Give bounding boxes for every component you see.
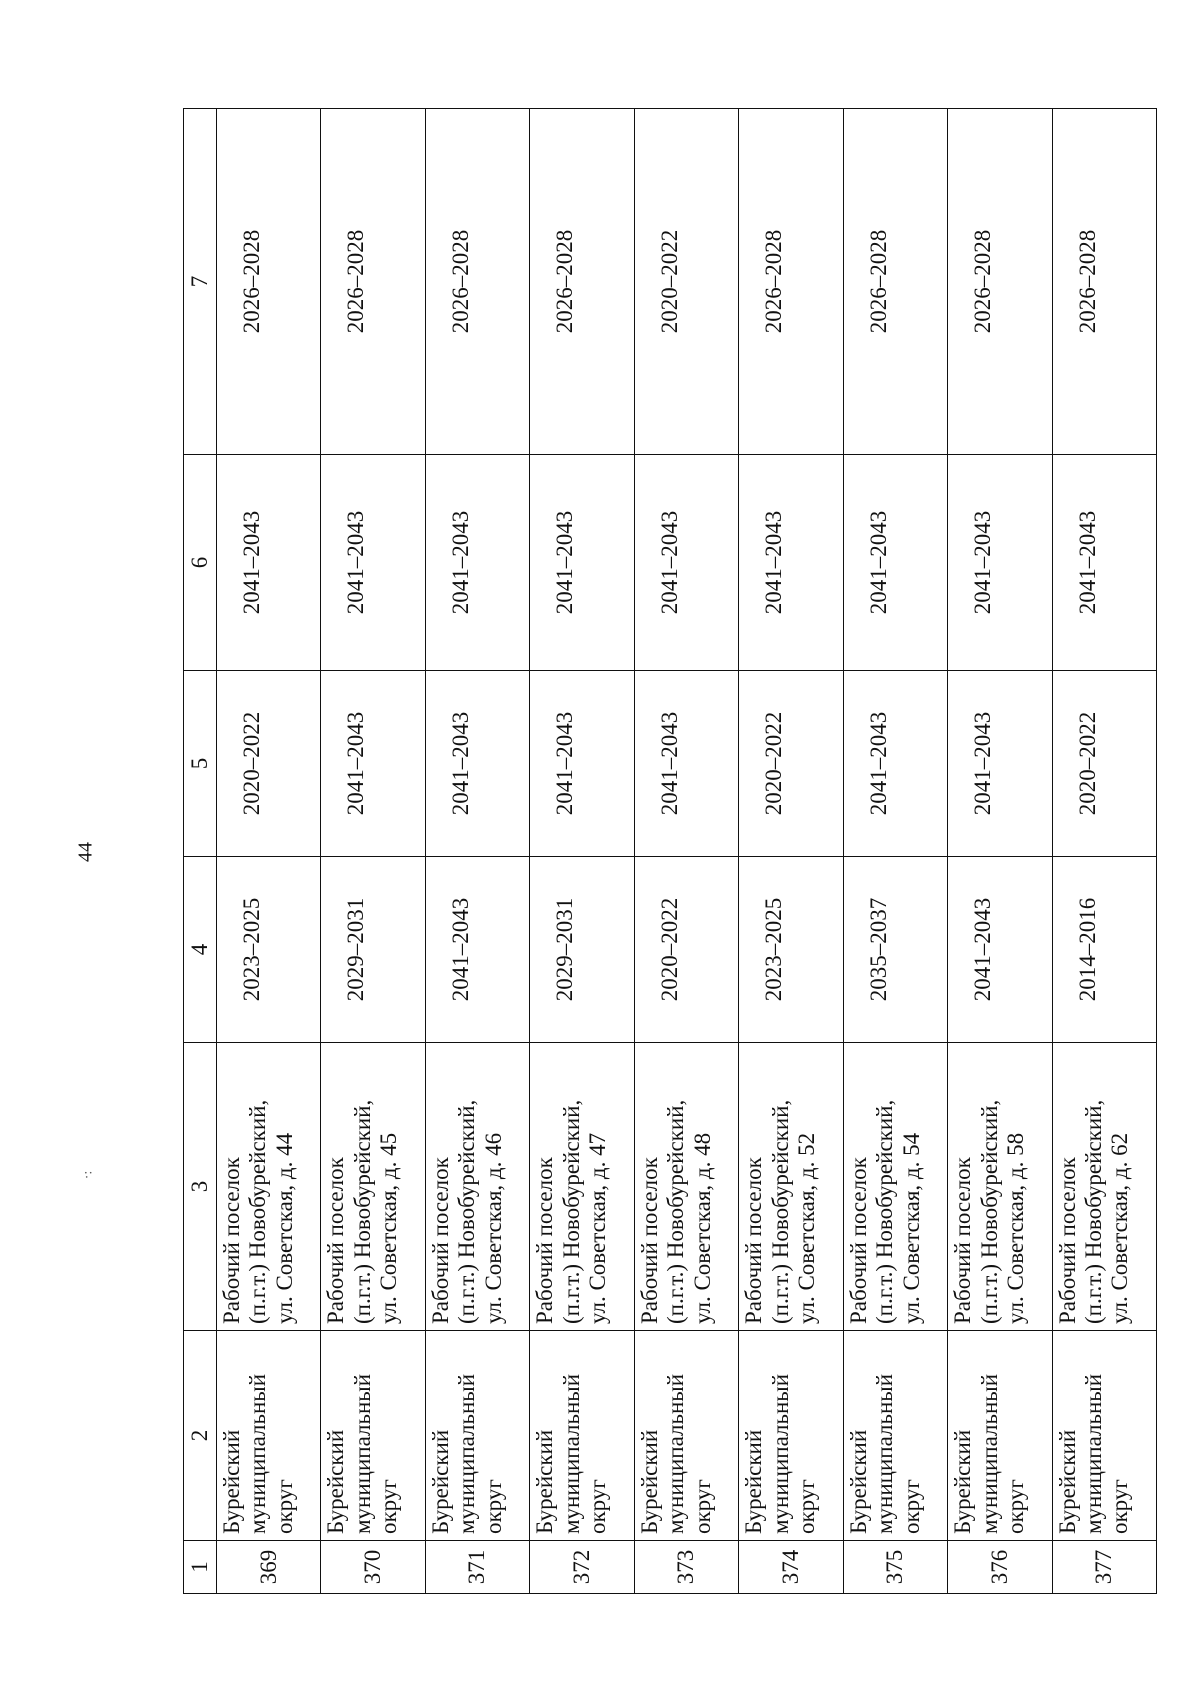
row-number: 370 bbox=[321, 1541, 425, 1594]
address-cell-line: Рабочий поселок bbox=[950, 1157, 976, 1324]
district-cell-line: муниципальный bbox=[454, 1373, 480, 1534]
period-col-6: 2041–2043 bbox=[634, 455, 738, 671]
address-cell-line: (п.г.т.) Новобурейский, bbox=[454, 1099, 480, 1324]
address-cell bbox=[321, 1043, 425, 1331]
district-cell-line: Бурейский bbox=[845, 1429, 871, 1534]
district-cell bbox=[217, 1331, 321, 1541]
district-cell-line: муниципальный bbox=[767, 1373, 793, 1534]
address-cell-line: ул. Советская, д. 46 bbox=[480, 1132, 506, 1324]
district-cell-line: муниципальный bbox=[663, 1373, 689, 1534]
district-cell-line: Бурейский bbox=[741, 1429, 767, 1534]
address-cell-line: Рабочий поселок bbox=[741, 1157, 767, 1324]
address-cell-line: Рабочий поселок bbox=[532, 1157, 558, 1324]
period-col-6: 2041–2043 bbox=[530, 455, 634, 671]
table-row bbox=[321, 109, 425, 1594]
period-col-6: 2041–2043 bbox=[425, 455, 529, 671]
row-number: 377 bbox=[1052, 1541, 1157, 1594]
period-col-6: 2041–2043 bbox=[321, 455, 425, 671]
district-cell-line: Бурейский bbox=[950, 1429, 976, 1534]
address-cell-line: (п.г.т.) Новобурейский, bbox=[1080, 1099, 1106, 1324]
scan-speck: ·: bbox=[80, 1170, 96, 1180]
address-cell bbox=[530, 1043, 634, 1331]
district-cell bbox=[321, 1331, 425, 1541]
district-cell bbox=[530, 1331, 634, 1541]
period-col-5: 2020–2022 bbox=[217, 671, 321, 857]
district-cell-line: округ bbox=[1002, 1479, 1028, 1534]
district-cell bbox=[843, 1331, 947, 1541]
period-col-4: 2035–2037 bbox=[843, 857, 947, 1043]
district-cell-line: Бурейский bbox=[219, 1429, 244, 1534]
rotated-table-container bbox=[183, 109, 1157, 1594]
period-col-5: 2041–2043 bbox=[843, 671, 947, 857]
header-col-6: 6 bbox=[184, 455, 217, 671]
address-cell bbox=[217, 1043, 321, 1331]
address-cell-line: Рабочий поселок bbox=[845, 1157, 871, 1324]
header-row bbox=[184, 109, 217, 1594]
table-row bbox=[843, 109, 947, 1594]
period-col-6: 2041–2043 bbox=[843, 455, 947, 671]
district-cell-line: муниципальный bbox=[349, 1373, 375, 1534]
district-cell-line: муниципальный bbox=[245, 1373, 271, 1534]
table-row bbox=[1052, 109, 1157, 1594]
period-col-6: 2041–2043 bbox=[948, 455, 1052, 671]
header-col-4: 4 bbox=[184, 857, 217, 1043]
address-cell-line: Рабочий поселок bbox=[636, 1157, 662, 1324]
address-cell-line: (п.г.т.) Новобурейский, bbox=[558, 1099, 584, 1324]
header-col-2: 2 bbox=[184, 1331, 217, 1541]
district-cell-line: муниципальный bbox=[558, 1373, 584, 1534]
period-col-4: 2014–2016 bbox=[1052, 857, 1157, 1043]
period-col-4: 2041–2043 bbox=[425, 857, 529, 1043]
period-col-5: 2020–2022 bbox=[739, 671, 843, 857]
period-col-7: 2026–2028 bbox=[739, 109, 843, 455]
district-cell-line: Бурейский bbox=[636, 1429, 662, 1534]
address-cell bbox=[634, 1043, 738, 1331]
table-row bbox=[217, 109, 321, 1594]
header-col-3: 3 bbox=[184, 1043, 217, 1331]
period-col-7: 2020–2022 bbox=[634, 109, 738, 455]
header-col-7: 7 bbox=[184, 109, 217, 455]
district-cell-line: муниципальный bbox=[976, 1373, 1002, 1534]
period-col-6: 2041–2043 bbox=[739, 455, 843, 671]
district-cell-line: Бурейский bbox=[427, 1429, 453, 1534]
period-col-7: 2026–2028 bbox=[530, 109, 634, 455]
address-cell-line: Рабочий поселок bbox=[427, 1157, 453, 1324]
page-number: 44 bbox=[74, 842, 97, 862]
address-cell-line: ул. Советская, д. 47 bbox=[585, 1132, 611, 1324]
row-number: 376 bbox=[948, 1541, 1052, 1594]
period-col-4: 2023–2025 bbox=[739, 857, 843, 1043]
district-cell-line: Бурейский bbox=[323, 1429, 349, 1534]
district-cell bbox=[425, 1331, 529, 1541]
district-cell-line: округ bbox=[376, 1479, 402, 1534]
district-cell-line: округ bbox=[794, 1479, 820, 1534]
table-row bbox=[530, 109, 634, 1594]
period-col-7: 2026–2028 bbox=[843, 109, 947, 455]
schedule-table bbox=[183, 108, 1157, 1594]
row-number: 375 bbox=[843, 1541, 947, 1594]
period-col-5: 2041–2043 bbox=[634, 671, 738, 857]
period-col-4: 2029–2031 bbox=[321, 857, 425, 1043]
address-cell-line: ул. Советская, д. 58 bbox=[1002, 1132, 1028, 1324]
address-cell bbox=[1052, 1043, 1157, 1331]
district-cell bbox=[1052, 1331, 1157, 1541]
address-cell-line: Рабочий поселок bbox=[1054, 1157, 1080, 1324]
address-cell-line: (п.г.т.) Новобурейский, bbox=[349, 1099, 375, 1324]
district-cell-line: округ bbox=[1107, 1479, 1133, 1534]
address-cell bbox=[425, 1043, 529, 1331]
row-number: 373 bbox=[634, 1541, 738, 1594]
district-cell-line: округ bbox=[271, 1479, 297, 1534]
address-cell-line: ул. Советская, д. 52 bbox=[794, 1132, 820, 1324]
district-cell bbox=[739, 1331, 843, 1541]
address-cell-line: ул. Советская, д. 54 bbox=[898, 1132, 924, 1324]
address-cell-line: Рабочий поселок bbox=[323, 1157, 349, 1324]
header-col-1: 1 bbox=[184, 1541, 217, 1594]
period-col-4: 2023–2025 bbox=[217, 857, 321, 1043]
address-cell-line: (п.г.т.) Новобурейский, bbox=[976, 1099, 1002, 1324]
table-row bbox=[425, 109, 529, 1594]
period-col-7: 2026–2028 bbox=[948, 109, 1052, 455]
district-cell-line: Бурейский bbox=[532, 1429, 558, 1534]
district-cell-line: муниципальный bbox=[872, 1373, 898, 1534]
row-number: 369 bbox=[217, 1541, 321, 1594]
address-cell-line: Рабочий поселок bbox=[219, 1157, 244, 1324]
address-cell-line: ул. Советская, д. 44 bbox=[271, 1132, 297, 1324]
row-number: 372 bbox=[530, 1541, 634, 1594]
header-col-5: 5 bbox=[184, 671, 217, 857]
row-number: 374 bbox=[739, 1541, 843, 1594]
period-col-7: 2026–2028 bbox=[1052, 109, 1157, 455]
period-col-6: 2041–2043 bbox=[1052, 455, 1157, 671]
period-col-5: 2020–2022 bbox=[1052, 671, 1157, 857]
district-cell-line: Бурейский bbox=[1054, 1429, 1080, 1534]
period-col-5: 2041–2043 bbox=[321, 671, 425, 857]
address-cell-line: ул. Советская, д. 48 bbox=[689, 1132, 715, 1324]
district-cell bbox=[634, 1331, 738, 1541]
district-cell-line: округ bbox=[898, 1479, 924, 1534]
row-number: 371 bbox=[425, 1541, 529, 1594]
address-cell-line: (п.г.т.) Новобурейский, bbox=[767, 1099, 793, 1324]
period-col-7: 2026–2028 bbox=[425, 109, 529, 455]
table-row bbox=[948, 109, 1052, 1594]
table-row bbox=[739, 109, 843, 1594]
table-row bbox=[634, 109, 738, 1594]
period-col-6: 2041–2043 bbox=[217, 455, 321, 671]
address-cell-line: ул. Советская, д. 45 bbox=[376, 1132, 402, 1324]
address-cell-line: (п.г.т.) Новобурейский, bbox=[872, 1099, 898, 1324]
period-col-4: 2029–2031 bbox=[530, 857, 634, 1043]
address-cell-line: (п.г.т.) Новобурейский, bbox=[663, 1099, 689, 1324]
period-col-7: 2026–2028 bbox=[217, 109, 321, 455]
period-col-4: 2020–2022 bbox=[634, 857, 738, 1043]
address-cell bbox=[739, 1043, 843, 1331]
address-cell bbox=[843, 1043, 947, 1331]
district-cell-line: округ bbox=[585, 1479, 611, 1534]
period-col-7: 2026–2028 bbox=[321, 109, 425, 455]
district-cell-line: муниципальный bbox=[1080, 1373, 1106, 1534]
period-col-5: 2041–2043 bbox=[948, 671, 1052, 857]
table-body bbox=[217, 109, 1157, 1594]
period-col-5: 2041–2043 bbox=[530, 671, 634, 857]
period-col-4: 2041–2043 bbox=[948, 857, 1052, 1043]
address-cell-line: ул. Советская, д. 62 bbox=[1107, 1132, 1133, 1324]
period-col-5: 2041–2043 bbox=[425, 671, 529, 857]
district-cell-line: округ bbox=[480, 1479, 506, 1534]
district-cell bbox=[948, 1331, 1052, 1541]
district-cell-line: округ bbox=[689, 1479, 715, 1534]
address-cell bbox=[948, 1043, 1052, 1331]
address-cell-line: (п.г.т.) Новобурейский, bbox=[245, 1099, 271, 1324]
